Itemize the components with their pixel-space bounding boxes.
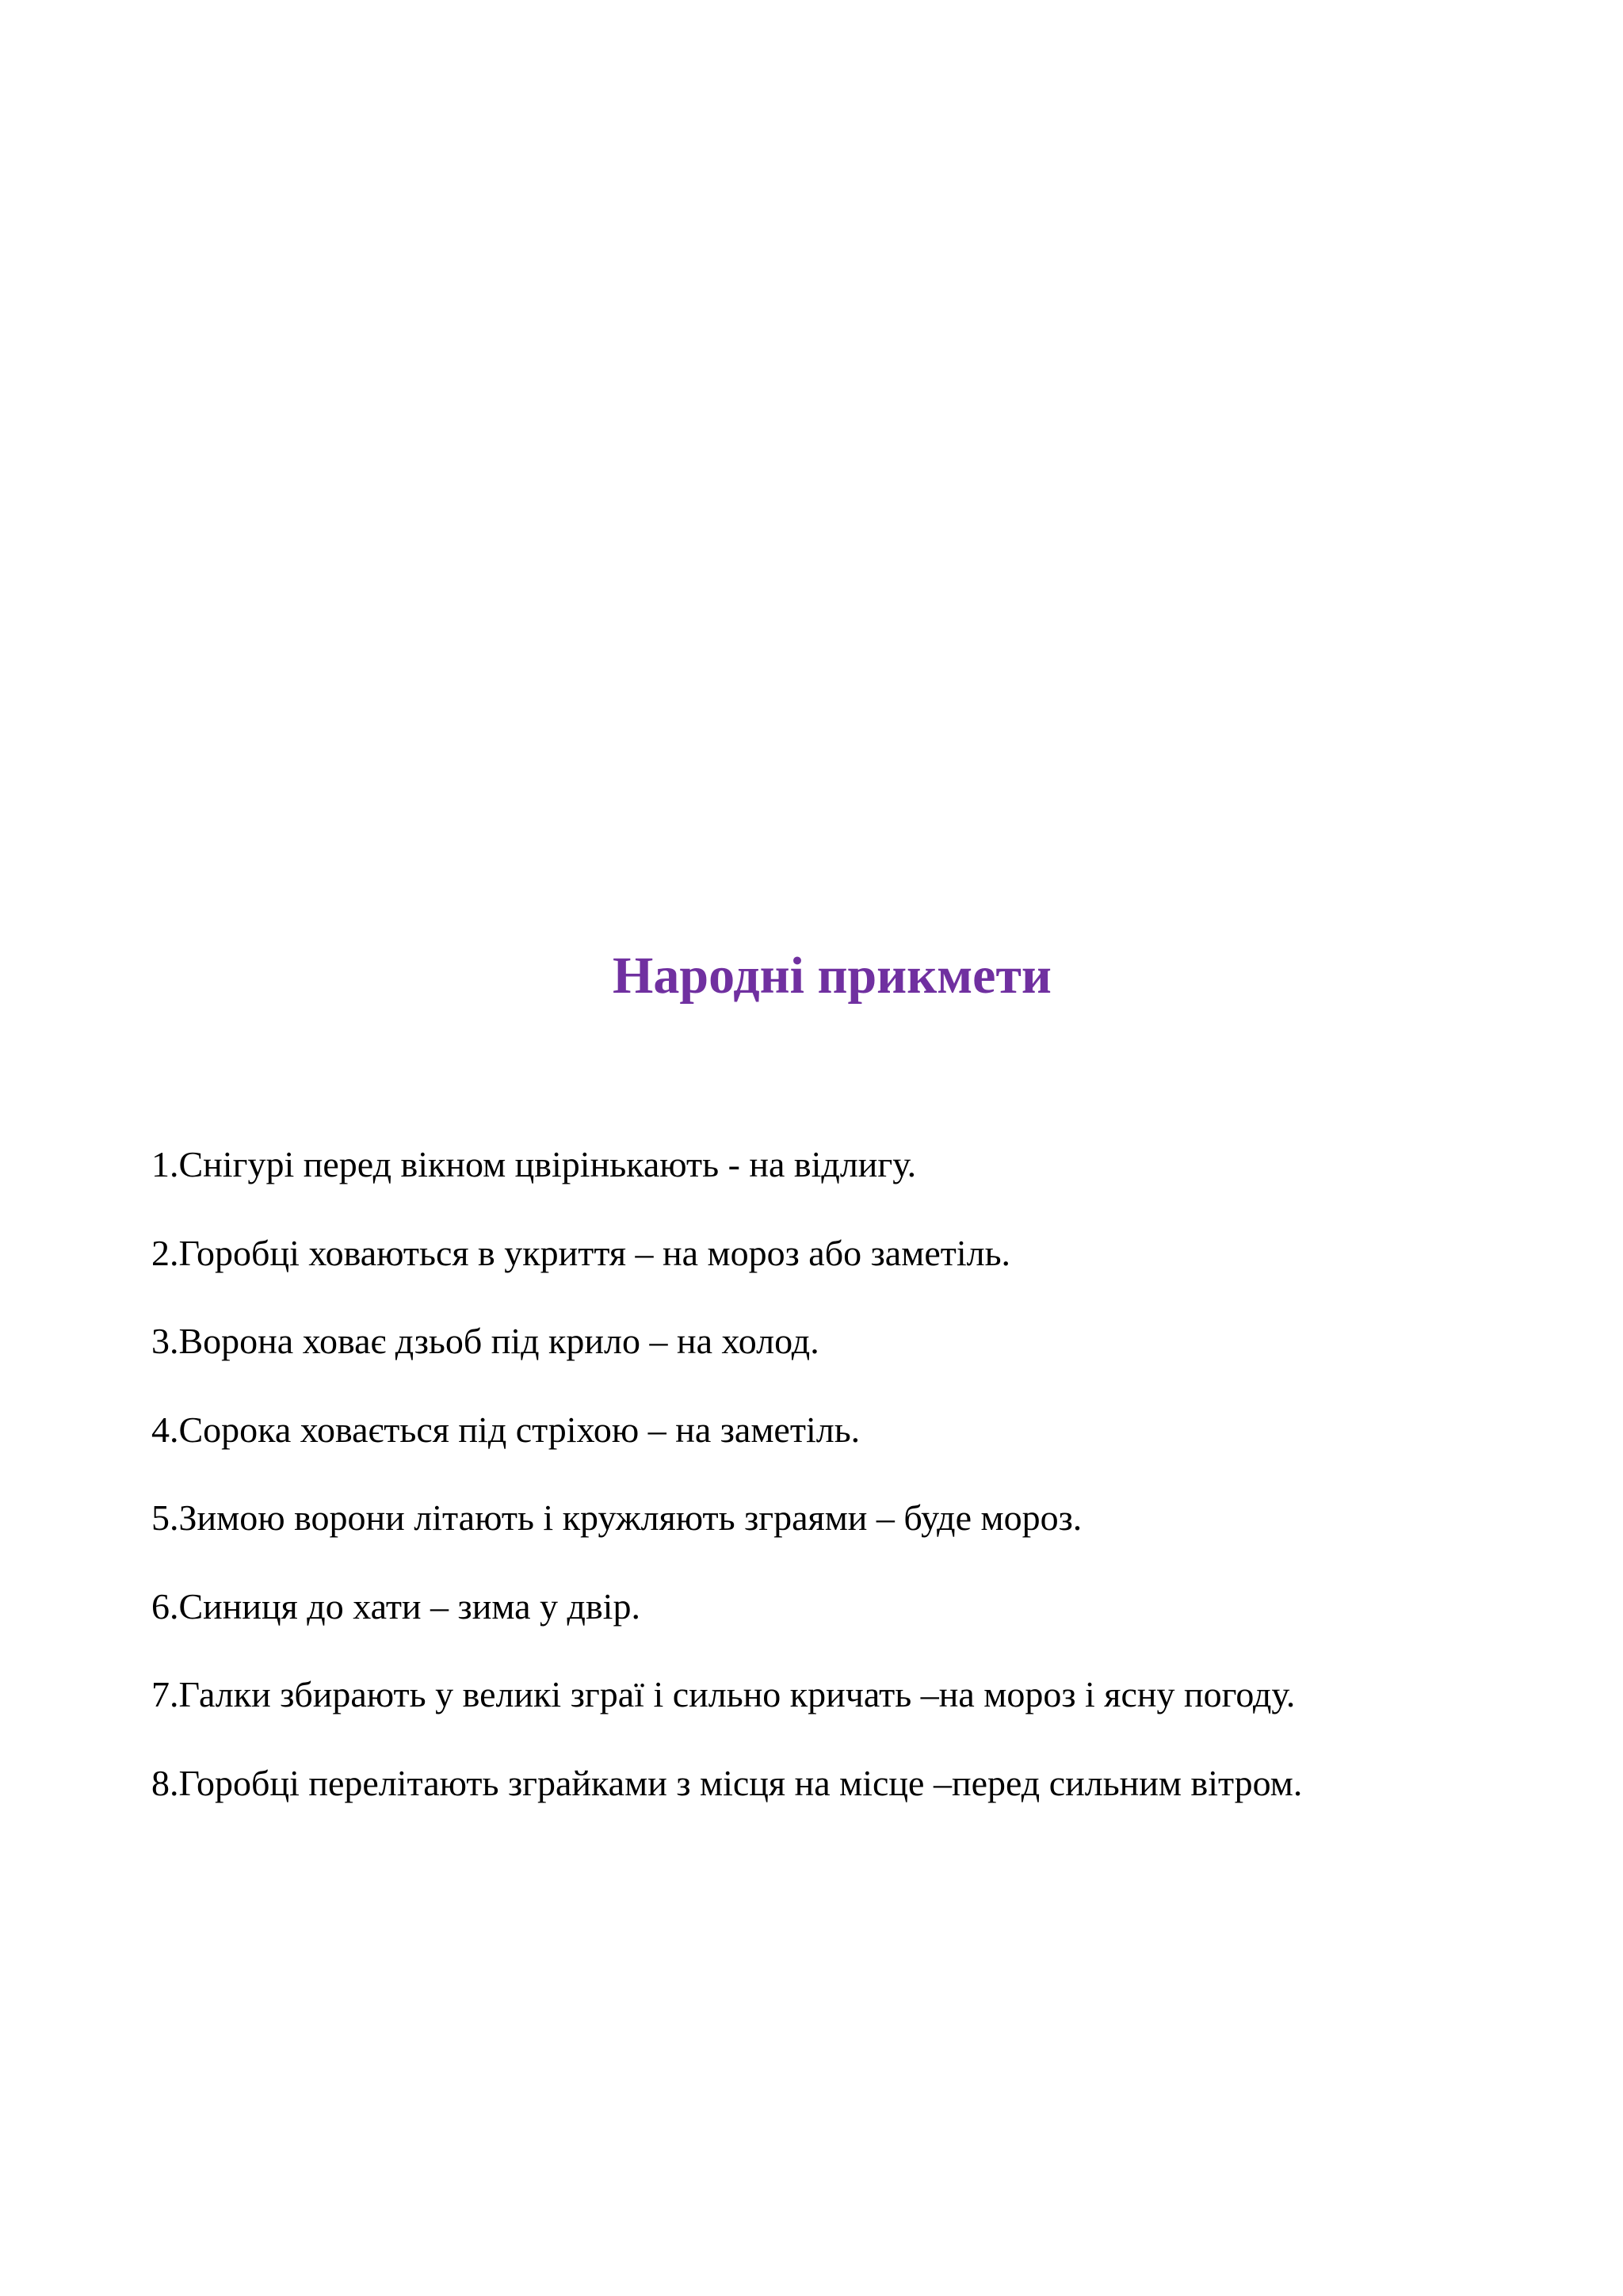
signs-list [151,1141,1578,1848]
list-item: 8.Горобці перелітають зграйками з місця на місце –перед сильним вітром. [151,1762,1303,1803]
list-item: 5.Зимою ворони літають і кружляють зграями – буде мороз. [151,1497,1083,1538]
page-title: Народні прикмети [613,947,1052,1005]
list-item: 7.Галки збирають у великі зграї і сильно кричать –на мороз і ясну погоду. [151,1674,1296,1714]
list-item: 4.Сорока ховається під стріхою – на заметіль. [151,1409,861,1450]
list-item: 6.Синиця до хати – зима у двір. [151,1585,640,1627]
list-item: 3.Ворона ховає дзьоб під крило – на холод. [151,1321,819,1361]
list-item: 2.Горобці ховаються в укриття – на мороз або заметіль. [151,1232,1011,1273]
list-item: 1.Снігурі перед вікном цвірінькають - на відлигу. [151,1144,917,1184]
